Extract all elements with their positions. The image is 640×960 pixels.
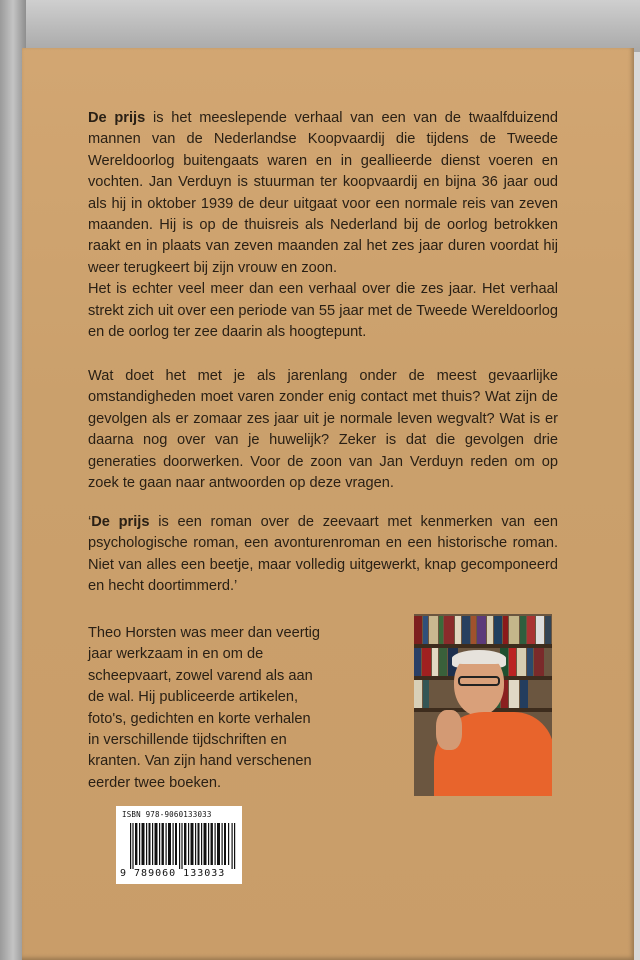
blurb-text-continued: Het is echter veel meer dan een verhaal over die zes jaar. Het verhaal strekt zich uit over een periode van 55 jaar met de Tweede Wereldoorlog en de oorlog ter zee daarin als hoogtepunt. — [88, 281, 558, 341]
isbn-label: ISBN 978-9060133033 — [122, 810, 212, 819]
title-bold: De prijs — [91, 514, 150, 530]
author-bio: Theo Horsten was meer dan veertig jaar werkzaam in en om de scheepvaart, zowel varend als aan de wal. Hij publiceerde artikelen, foto's, gedichten en korte verhalen in verschillende tijdschriften en kranten. Van zijn hand verschenen eerder twee boeken. — [88, 625, 320, 791]
title-bold: De prijs — [88, 110, 146, 126]
author-photo — [414, 614, 552, 796]
book-top-edge — [0, 0, 640, 52]
review-quote — [88, 512, 558, 598]
blurb-text: is het meeslepende verhaal van een van de twaalfduizend mannen van de Nederlandse Koopvaardij die tijdens de Tweede Wereldoorlog buitengaats waren en in geallieerde dienst voeren en vochten. Jan Verduyn is stuurman ter koopvaardij en bijna 36 jaar oud als hij in oktober 1939 de deur uitgaat voor een normale reis van zeven maanden. Hij is op de thuisreis als Nederland bij de oorlog betrokken raakt en in plaats van zeven maanden zal het zes jaar duren voordat hij weer terugkeert bij zijn vrouw en zoon. — [88, 110, 559, 276]
quote-text: is een roman over de zeevaart met kenmerken van een psychologische roman, een avonturenroman en een historische roman. Niet van alles een beetje, maar volledig uitgewerkt, knap gecomponeerd en hecht doortimmerd.’ — [88, 514, 559, 595]
person-hand — [436, 710, 462, 750]
barcode-bars — [130, 823, 236, 869]
quote-open: ‘ — [88, 514, 92, 530]
blurb-paragraph-1 — [88, 108, 558, 343]
barcode-digits: 9 789060 133033 — [120, 868, 226, 879]
isbn-barcode — [116, 806, 242, 884]
glasses-icon — [458, 676, 500, 686]
blurb-paragraph-2: Wat doet het met je als jarenlang onder de meest gevaarlijke omstandigheden moet varen zonder enig contact met thuis? Wat zijn de gevolgen als er zomaar zes jaar uit je normale leven wegvalt? Wat is er daarna nog over van je huwelijk? Zeker is dat die gevolgen drie generaties doorwerken. Voor de zoon van Jan Verduyn reden om op zoek te gaan naar antwoorden op deze vragen. — [88, 368, 558, 492]
